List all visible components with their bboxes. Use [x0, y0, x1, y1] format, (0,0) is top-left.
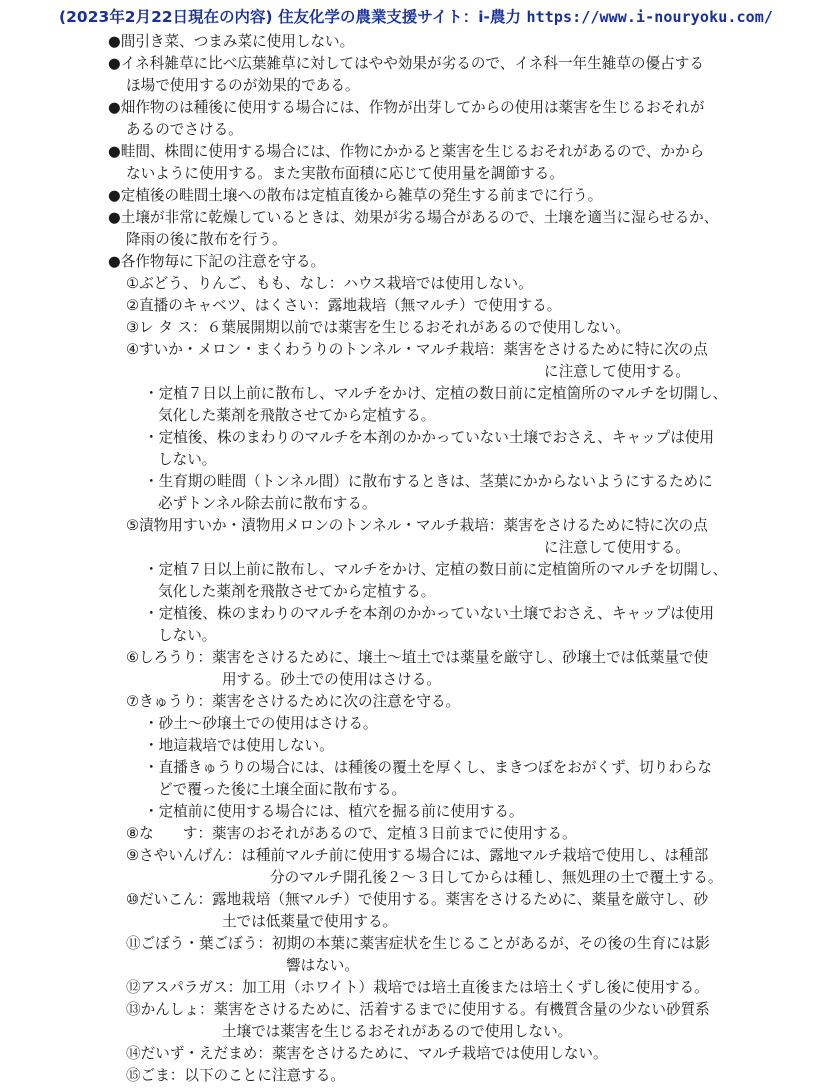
line-text: 気化した薬剤を飛散させてから定植する。: [158, 407, 436, 424]
line-text: ⑧な す：薬害のおそれがあるので、定植３日前までに使用する。: [126, 825, 577, 842]
line-text: 畦間、株間に使用する場合には、作物にかかると薬害を生じるおそれがあるので、かから: [120, 143, 705, 160]
text-line: [222, 912, 397, 932]
text-line: [126, 1066, 345, 1086]
line-text: 気化した薬剤を飛散させてから定植する。: [158, 583, 436, 600]
text-line: [126, 230, 287, 250]
text-line: [158, 406, 435, 426]
text-line: [126, 120, 243, 140]
line-text: ②直播のキャベツ、はくさい：露地栽培（無マルチ）で使用する。: [126, 297, 562, 314]
text-line: [158, 582, 435, 602]
text-line: [126, 824, 577, 844]
text-line: [158, 494, 376, 514]
bullet: ●: [108, 209, 121, 226]
bullet: ●: [108, 143, 121, 160]
line-text: ⑥しろうり：薬害をさけるために、壌土～埴土では薬量を厳守し、砂壌土では低薬量で使: [126, 649, 709, 666]
line-text: 直播きゅうりの場合には、は種後の覆土を厚くし、まきつぼをおがくず、切りわらな: [158, 759, 713, 776]
line-text: ④すいか・メロン・まくわうりのトンネル・マルチ栽培：薬害をさけるために特に次の点: [126, 341, 708, 358]
line-text: ⑪ごぼう・葉ごぼう：初期の本葉に薬害症状を生じることがあるが、その後の生育には影: [126, 935, 710, 952]
page-header: [0, 5, 832, 27]
line-text: ⑭だいず・えだまめ：薬害をさけるために、マルチ栽培では使用しない。: [126, 1045, 608, 1062]
line-text: 用する。砂土での使用はさける。: [222, 671, 441, 688]
bullet: ●: [108, 99, 121, 116]
text-line: [126, 648, 708, 668]
line-text: 土壌が非常に乾燥しているときは、効果が劣る場合があるので、土壌を適当に湿らせるか、: [120, 209, 719, 226]
line-text: 畑作物のは種後に使用する場合には、作物が出芽してからの使用は薬害を生じるおそれが: [120, 99, 705, 116]
line-text: 間引き菜、つまみ菜に使用しない。: [120, 33, 355, 50]
text-line: [222, 1022, 572, 1042]
line-text: ③レ タ ス：６葉展開期以前では薬害を生じるおそれがあるので使用しない。: [126, 319, 630, 336]
line-text: ⑦きゅうり：薬害をさけるために次の注意を守る。: [126, 693, 461, 710]
text-line: [126, 934, 710, 954]
text-line: [126, 692, 460, 712]
line-text: 砂土～砂壌土での使用はさける。: [158, 715, 378, 732]
text-line: [144, 472, 713, 492]
bullet: ●: [108, 55, 121, 72]
line-text: しない。: [158, 627, 217, 644]
line-text: ないように使用する。また実散布面積に応じて使用量を調節する。: [126, 165, 564, 182]
bullet: ●: [108, 253, 121, 270]
text-line: [144, 560, 727, 580]
bullet: ・: [144, 759, 159, 776]
text-line: [144, 758, 712, 778]
text-line: [144, 802, 523, 822]
line-text: 地這栽培では使用しない。: [158, 737, 334, 754]
line-text: 必ずトンネル除去前に散布する。: [158, 495, 377, 512]
line-text: イネ科雑草に比べ広葉雑草に対してはやや効果が劣るので、イネ科一年生雑草の優占する: [120, 55, 704, 72]
site-url[interactable]: https://www.i-nouryoku.com/: [526, 8, 773, 26]
text-line: [126, 890, 708, 910]
text-line: [126, 978, 709, 998]
line-text: 定植７日以上前に散布し、マルチをかけ、定植の数日前に定植箇所のマルチを切開し、: [158, 561, 728, 578]
text-line: [222, 670, 441, 690]
bullet: ・: [144, 737, 159, 754]
bullet: ●: [108, 33, 121, 50]
line-text: 降雨の後に散布を行う。: [126, 231, 287, 248]
text-line: [144, 604, 714, 624]
line-text: ⑬かんしょ：薬害をさけるために、活着するまでに使用する。有機質含量の少ない砂質系: [126, 1001, 710, 1018]
line-text: 響はない。: [286, 957, 359, 974]
bullet: ・: [144, 385, 159, 402]
bullet: ・: [144, 561, 159, 578]
line-text: ⑮ごま：以下のことに注意する。: [126, 1067, 345, 1084]
date-note: (2023年2月22日現在の内容): [59, 8, 273, 26]
line-text: 土壌では薬害を生じるおそれがあるので使用しない。: [222, 1023, 573, 1040]
line-text: 定植前に使用する場合には、植穴を掘る前に使用する。: [158, 803, 524, 820]
line-text: ほ場で使用するのが効果的である。: [126, 77, 360, 94]
line-text: 土では低薬量で使用する。: [222, 913, 398, 930]
line-text: どで覆った後に土壌全面に散布する。: [158, 781, 407, 798]
bullet: ・: [144, 605, 159, 622]
line-text: ①ぶどう、りんご、もも、なし：ハウス栽培では使用しない。: [126, 275, 533, 292]
bullet: ・: [144, 715, 159, 732]
text-line: [108, 208, 718, 228]
text-line: [544, 362, 690, 382]
text-line: [126, 274, 533, 294]
text-line: [108, 142, 704, 162]
text-line: [286, 956, 359, 976]
text-line: [108, 98, 705, 118]
text-line: [158, 450, 216, 470]
line-text: ⑤漬物用すいか・漬物用メロンのトンネル・マルチ栽培：薬害をさけるために特に次の点: [126, 517, 708, 534]
line-text: しない。: [158, 451, 217, 468]
text-line: [126, 340, 708, 360]
text-line: [126, 318, 630, 338]
line-text: ⑨さやいんげん：は種前マルチ前に使用する場合には、露地マルチ栽培で使用し、は種部: [126, 847, 709, 864]
text-line: [108, 252, 325, 272]
text-line: [144, 714, 378, 734]
bullet: ・: [144, 803, 159, 820]
line-text: あるのでさける。: [126, 121, 243, 138]
bullet: ・: [144, 429, 159, 446]
line-text: ⑩だいこん：露地栽培（無マルチ）で使用する。薬害をさけるために、薬量を厳守し、砂: [126, 891, 709, 908]
line-text: 各作物毎に下記の注意を守る。: [120, 253, 326, 270]
text-line: [144, 384, 727, 404]
line-text: ⑫アスパラガス：加工用（ホワイト）栽培では培土直後または培土くずし後に使用する。: [126, 979, 709, 996]
text-line: [144, 428, 714, 448]
text-line: [144, 736, 334, 756]
line-text: 生育期の畦間（トンネル間）に散布するときは、茎葉にかからないようにするために: [158, 473, 713, 490]
line-text: 定植後、株のまわりのマルチを本剤のかかっていない土壌でおさえ、キャップは使用: [158, 605, 715, 622]
text-line: [126, 1000, 710, 1020]
line-text: 定植７日以上前に散布し、マルチをかけ、定植の数日前に定植箇所のマルチを切開し、: [158, 385, 728, 402]
text-line: [126, 1044, 608, 1064]
bullet: ●: [108, 187, 121, 204]
text-line: [108, 186, 602, 206]
line-text: に注意して使用する。: [544, 539, 690, 556]
text-line: [108, 32, 354, 52]
text-line: [126, 846, 708, 866]
site-name: 住友化学の農業支援サイト：i-農力: [278, 8, 521, 26]
line-text: に注意して使用する。: [544, 363, 690, 380]
text-line: [126, 516, 708, 536]
text-line: [108, 54, 704, 74]
bullet: ・: [144, 473, 159, 490]
text-line: [158, 626, 216, 646]
text-line: [126, 164, 564, 184]
text-line: [158, 780, 406, 800]
line-text: 定植後の畦間土壌への散布は定植直後から雑草の発生する前までに行う。: [120, 187, 603, 204]
text-line: [270, 868, 722, 888]
line-text: 分のマルチ開孔後２～３日してからは種し、無処理の土で覆土する。: [270, 869, 723, 886]
text-line: [126, 296, 561, 316]
line-text: 定植後、株のまわりのマルチを本剤のかかっていない土壌でおさえ、キャップは使用: [158, 429, 715, 446]
text-line: [126, 76, 360, 96]
text-line: [544, 538, 690, 558]
